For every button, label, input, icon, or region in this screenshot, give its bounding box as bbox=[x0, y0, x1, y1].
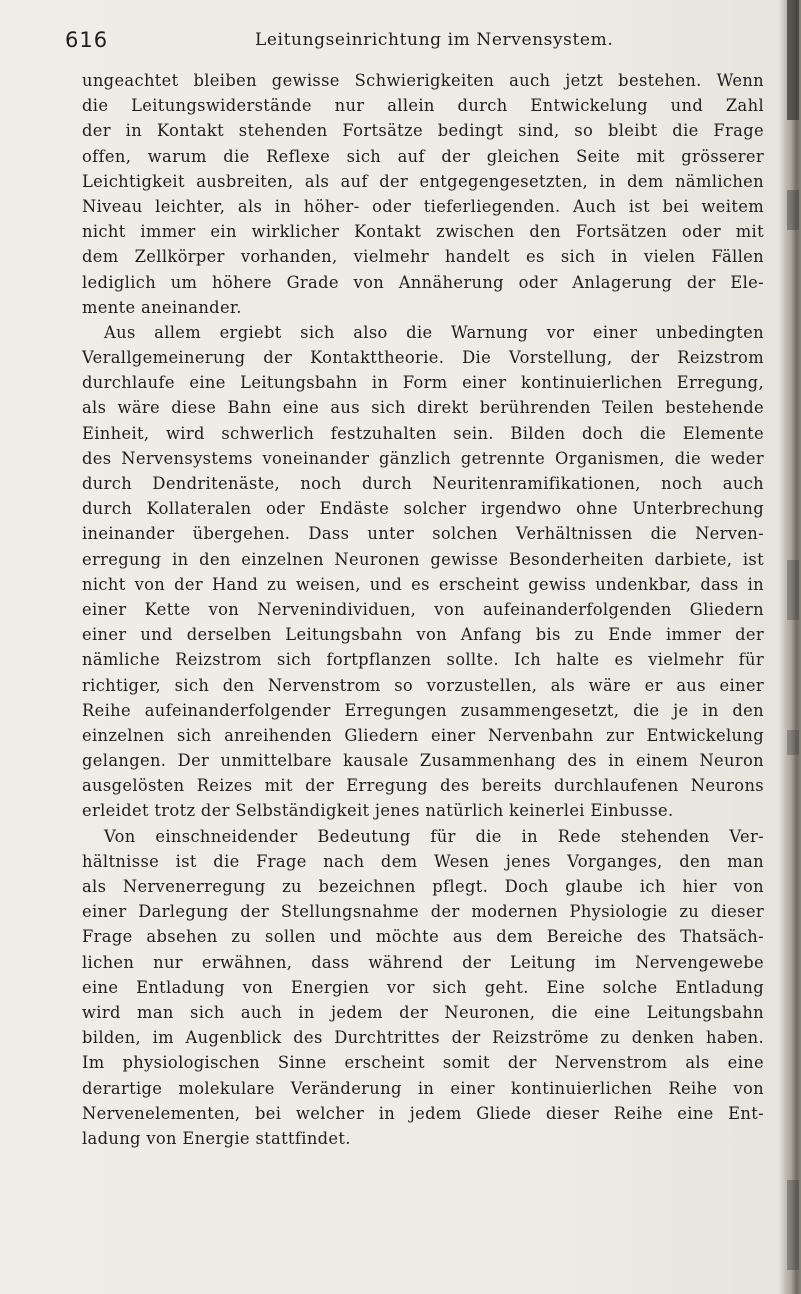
text-line: erregung in den einzelnen Neuronen gewisse Besonderheiten darbiete, ist bbox=[82, 549, 764, 569]
text-line: hältnisse ist die Frage nach dem Wesen jenes Vorganges, den man bbox=[82, 851, 764, 871]
paragraph bbox=[82, 824, 764, 1151]
text-line: dem Zellkörper vorhanden, vielmehr handelt es sich in vielen Fällen bbox=[82, 247, 764, 267]
text-line: Einheit, wird schwerlich festzuhalten sein. Bilden doch die Elemente bbox=[82, 423, 764, 443]
text-line: nicht von der Hand zu weisen, und es erscheint gewiss undenkbar, dass in bbox=[82, 574, 764, 594]
text-line: richtiger, sich den Nervenstrom so vorzustellen, als wäre er aus einer bbox=[82, 675, 764, 695]
running-title: Leitungseinrichtung im Nervensystem. bbox=[255, 30, 614, 50]
text-line: eine Entladung von Energien vor sich geht. Eine solche Entladung bbox=[82, 977, 764, 997]
paragraph bbox=[82, 68, 764, 320]
text-line: Von einschneidender Bedeutung für die in Rede stehenden Ver- bbox=[104, 826, 764, 846]
text-line: durch Dendritenäste, noch durch Neuritenramifikationen, noch auch bbox=[82, 474, 764, 493]
text-line: ladung von Energie stattfindet. bbox=[82, 1128, 351, 1148]
text-line: Aus allem ergiebt sich also die Warnung vor einer unbedingten bbox=[104, 322, 764, 342]
binding-mark bbox=[787, 560, 799, 620]
text-line: die Leitungswiderstände nur allein durch Entwickelung und Zahl bbox=[82, 96, 764, 116]
text-line: lediglich um höhere Grade von Annäherung oder Anlagerung der Ele- bbox=[82, 272, 764, 292]
paragraph bbox=[82, 320, 764, 824]
text-line: einer und derselben Leitungsbahn von Anfang bis zu Ende immer der bbox=[82, 625, 764, 645]
text-line: bilden, im Augenblick des Durchtrittes der Reizströme zu denken haben. bbox=[82, 1028, 764, 1048]
text-line: als wäre diese Bahn eine aus sich direkt berührenden Teilen bestehende bbox=[82, 398, 764, 418]
text-line: ausgelösten Reizes mit der Erregung des bereits durchlaufenen Neurons bbox=[82, 776, 764, 796]
text-line: Frage absehen zu sollen und möchte aus dem Bereiche des Thatsäch- bbox=[82, 927, 764, 947]
text-line: mente aneinander. bbox=[82, 297, 242, 317]
text-line: einer Darlegung der Stellungsnahme der modernen Physiologie zu dieser bbox=[82, 902, 764, 922]
text-line: gelangen. Der unmittelbare kausale Zusammenhang des in einem Neuron bbox=[82, 751, 764, 771]
text-line: erleidet trotz der Selbständigkeit jenes natürlich keinerlei Einbusse. bbox=[82, 801, 674, 821]
text-line: Niveau leichter, als in höher- oder tieferliegenden. Auch ist bei weitem bbox=[82, 196, 764, 216]
text-line: lichen nur erwähnen, dass während der Leitung im Nervengewebe bbox=[82, 952, 764, 972]
text-line: einzelnen sich anreihenden Gliedern einer Nervenbahn zur Entwickelung bbox=[82, 725, 764, 745]
text-line: durch Kollateralen oder Endäste solcher irgendwo ohne Unterbrechung bbox=[82, 499, 764, 519]
text-line: Verallgemeinerung der Kontakttheorie. Die Vorstellung, der Reizstrom bbox=[82, 348, 764, 368]
text-line: offen, warum die Reflexe sich auf der gleichen Seite mit grösserer bbox=[82, 146, 764, 166]
text-line: nämliche Reizstrom sich fortpflanzen sollte. Ich halte es vielmehr für bbox=[82, 650, 764, 670]
text-line: Leichtigkeit ausbreiten, als auf der entgegengesetzten, in dem nämlichen bbox=[82, 171, 764, 191]
binding-mark bbox=[787, 1180, 799, 1270]
page-number: 616 bbox=[65, 28, 109, 52]
text-line: derartige molekulare Veränderung in einer kontinuierlichen Reihe von bbox=[82, 1078, 764, 1098]
text-line: ungeachtet bleiben gewisse Schwierigkeiten auch jetzt bestehen. Wenn bbox=[82, 71, 764, 90]
text-line: einer Kette von Nervenindividuen, von aufeinanderfolgenden Gliedern bbox=[82, 599, 764, 619]
binding-mark bbox=[787, 730, 799, 755]
page-edge-shadow bbox=[779, 0, 801, 1294]
binding-mark bbox=[787, 0, 799, 120]
text-line: durchlaufe eine Leitungsbahn in Form einer kontinuierlichen Erregung, bbox=[82, 373, 764, 393]
text-line: Reihe aufeinanderfolgender Erregungen zusammengesetzt, die je in den bbox=[82, 700, 764, 720]
text-line: als Nervenerregung zu bezeichnen pflegt. Doch glaube ich hier von bbox=[82, 877, 764, 896]
text-line: Nervenelementen, bei welcher in jedem Gliede dieser Reihe eine Ent- bbox=[82, 1103, 764, 1123]
text-line: des Nervensystems voneinander gänzlich getrennte Organismen, die weder bbox=[82, 448, 764, 468]
text-line: wird man sich auch in jedem der Neuronen, die eine Leitungsbahn bbox=[82, 1002, 764, 1022]
page-header bbox=[65, 28, 755, 58]
binding-mark bbox=[787, 190, 799, 230]
body-text bbox=[82, 68, 764, 1151]
text-line: Im physiologischen Sinne erscheint somit der Nervenstrom als eine bbox=[82, 1053, 764, 1073]
text-line: der in Kontakt stehenden Fortsätze bedingt sind, so bleibt die Frage bbox=[82, 121, 764, 141]
text-line: nicht immer ein wirklicher Kontakt zwischen den Fortsätzen oder mit bbox=[82, 222, 764, 242]
text-line: ineinander übergehen. Dass unter solchen Verhältnissen die Nerven- bbox=[82, 524, 764, 544]
